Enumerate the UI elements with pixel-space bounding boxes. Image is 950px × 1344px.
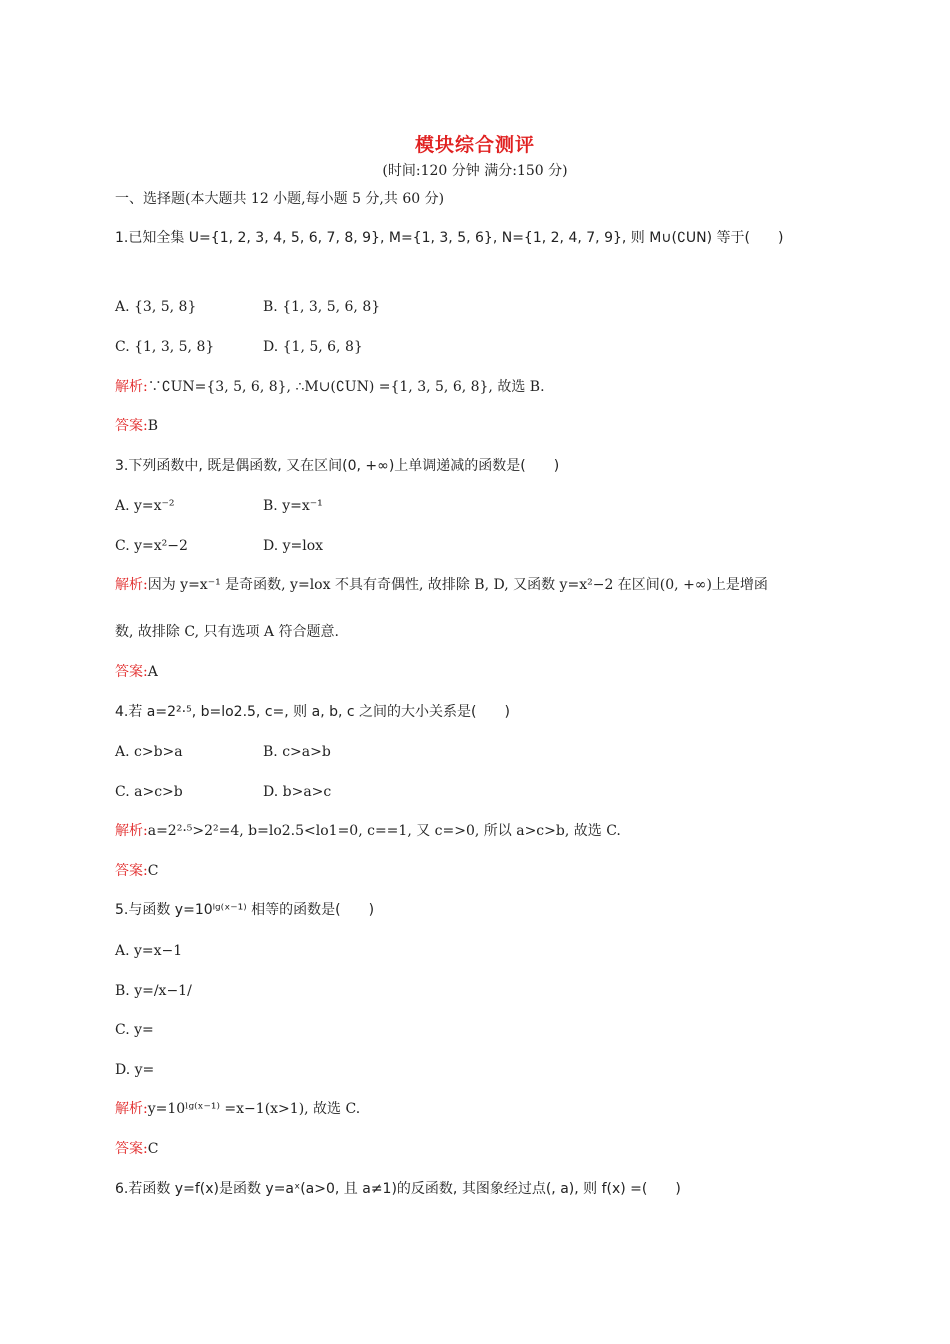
question-4-stem: 4.若 a=2²·⁵, b=lo2.5, c=, 则 a, b, c 之间的大小关系是( ) xyxy=(115,704,510,720)
exam-info: (时间:120 分钟 满分:150 分) xyxy=(382,163,568,179)
question-3-stem: 3.下列函数中, 既是偶函数, 又在区间(0, +∞)上单调递减的函数是( ) xyxy=(115,458,560,474)
q3-option-b: B. y=x⁻¹ xyxy=(263,498,323,514)
q4-option-c: C. a>c>b xyxy=(115,784,183,800)
q4-option-d: D. b>a>c xyxy=(263,784,332,800)
question-6-stem: 6.若函数 y=f(x)是函数 y=aˣ(a>0, 且 a≠1)的反函数, 其图象经过点(, a), 则 f(x) =( ) xyxy=(115,1181,681,1197)
answer-label: 答案: xyxy=(115,1141,148,1157)
page-title: 模块综合测评 xyxy=(414,134,535,156)
q4-analysis xyxy=(115,821,621,841)
q5-analysis xyxy=(115,1099,360,1119)
q5-answer xyxy=(115,1139,158,1159)
q1-option-a: A. {3, 5, 8} xyxy=(115,299,197,315)
answer-value: C xyxy=(147,863,159,879)
q1-option-d: D. {1, 5, 6, 8} xyxy=(263,339,363,355)
answer-value: B xyxy=(147,418,159,434)
analysis-text: 因为 y=x⁻¹ 是奇函数, y=lox 不具有奇偶性, 故排除 B, D, 又函数 y=x²−2 在区间(0, +∞)上是增函 xyxy=(147,577,768,593)
analysis-label: 解析: xyxy=(115,577,148,593)
q3-option-d: D. y=lox xyxy=(263,538,324,554)
analysis-text: ∵∁UN={3, 5, 6, 8}, ∴M∪(∁UN) ={1, 3, 5, 6, 8}, 故选 B. xyxy=(147,379,545,395)
q3-option-c: C. y=x²−2 xyxy=(115,538,188,554)
q1-analysis xyxy=(115,377,545,397)
q4-answer xyxy=(115,861,158,881)
analysis-label: 解析: xyxy=(115,823,148,839)
question-1-stem: 1.已知全集 U={1, 2, 3, 4, 5, 6, 7, 8, 9}, M={1, 3, 5, 6}, N={1, 2, 4, 7, 9}, 则 M∪(∁UN) 等于( ) xyxy=(115,230,784,246)
q5-option-c: C. y= xyxy=(115,1022,154,1038)
q4-option-a: A. c>b>a xyxy=(115,744,183,760)
answer-label: 答案: xyxy=(115,664,148,680)
q1-option-b: B. {1, 3, 5, 6, 8} xyxy=(263,299,381,315)
question-5-stem: 5.与函数 y=10ˡᵍ⁽ˣ⁻¹⁾ 相等的函数是( ) xyxy=(115,902,375,918)
answer-label: 答案: xyxy=(115,418,148,434)
q5-option-b: B. y=/x−1/ xyxy=(115,983,192,999)
q5-option-d: D. y= xyxy=(115,1062,155,1078)
section-heading: 一、选择题(本大题共 12 小题,每小题 5 分,共 60 分) xyxy=(115,191,445,207)
analysis-text: a=2²·⁵>2²=4, b=lo2.5<lo1=0, c==1, 又 c=>0, 所以 a>c>b, 故选 C. xyxy=(147,823,621,839)
q3-analysis xyxy=(115,575,768,595)
q3-analysis-cont: 数, 故排除 C, 只有选项 A 符合题意. xyxy=(115,624,339,640)
answer-label: 答案: xyxy=(115,863,148,879)
answer-value: A xyxy=(147,664,158,680)
analysis-text: y=10ˡᵍ⁽ˣ⁻¹⁾ =x−1(x>1), 故选 C. xyxy=(147,1101,361,1117)
q3-option-a: A. y=x⁻² xyxy=(115,498,175,514)
analysis-label: 解析: xyxy=(115,379,148,395)
q4-option-b: B. c>a>b xyxy=(263,744,331,760)
q1-option-c: C. {1, 3, 5, 8} xyxy=(115,339,215,355)
q3-answer xyxy=(115,662,158,682)
q1-answer xyxy=(115,416,158,436)
answer-value: C xyxy=(147,1141,159,1157)
q5-option-a: A. y=x−1 xyxy=(115,943,183,959)
analysis-label: 解析: xyxy=(115,1101,148,1117)
